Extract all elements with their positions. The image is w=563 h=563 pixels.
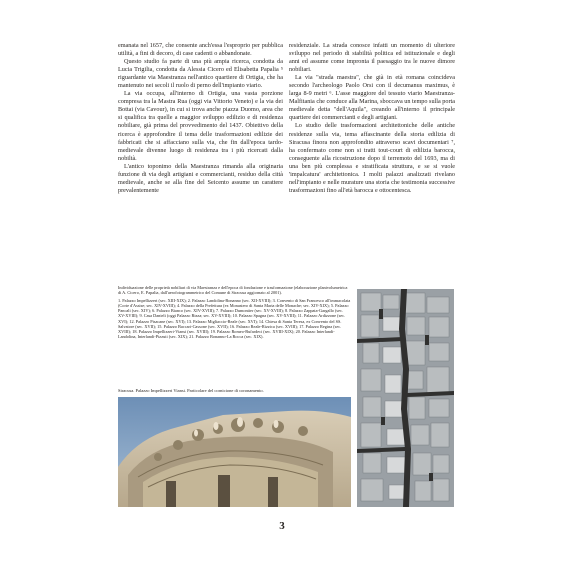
street-map [357, 289, 454, 507]
paragraph: residenziale. La strada conosce infatti un momento di ulteriore sviluppo nel periodo di stabilità politica ed istituzionale e degli anni ed assume come impronta il paesaggio tra le nuove dimore nobiliari. [289, 42, 455, 74]
map-caption-list: 1. Palazzo Impellizzeri (sec. XIII-XIX); 2. Palazzo Landolina-Bonanno (sec. XII-XVIII); 3. Convento di San Francesco all'immacolata (Corte d'Assise; sec. XIV-XVIII); 4. Palazzo della Prefettura (ex Monastero di Santa Maria delle Monache; sec. XIV-XIX); 5. Palazzo Pancali (sec. XIV); 6. Palazzo Bianco (sec. XIV-XVIII); 7. Palazzo Dumontier (sec. XV-XVIII); 8. Palazzo Zappata-Gargallo (sec. XV-XVIII); 9. Casa Danieli (oggi Palazzo Rizza; sec. XV-XVIII); 10. Palazzo Spagna (sec. XV-XVIII); 11. Palazzo Ardizzone (sec. XVI); 12. Palazzo Pisacane (sec. XVI); 13. Palazzo Migliaccio-Reale (sec. XVI); 14. Chiesa di Santa Teresa, ex Convento del SS. Salvatore (sec. XVII); 15. Palazzo Baccari-Cassone (sec. XVII); 16. Palazzo Reale-Rizzica (sec. XVIII); 17. Palazzo Regina (sec. XVIII); 18. Palazzo Impellizzeri-Viansi (sec. XVIII); 19. Palazzo Romeo-Bufardeci (sec. XVIII-XIX); 20. Palazzo Interlandi-Landolina, Interlandi-Pizzuti (sec. XIX); 21. Palazzo Bonanno-La Rocca (sec. XIX). [118, 297, 351, 340]
page-number: 3 [279, 520, 285, 532]
map-caption-intro: Individuazione delle proprietà nobiliari di via Maestranza e dell'epoca di fondazione e trasformazione (elaborazione planivolumetrica di A. Cicero, E. Papalia, dall'aerofotogrammetrico del Comune di Siracusa aggiornato al 2001). [118, 285, 348, 296]
right-text-column [289, 42, 455, 195]
paragraph: emanata nel 1657, che consente anch'essa l'esproprio per pubblica utilità, a fini di decoro, di case cadenti o abbandonate. [118, 42, 283, 58]
map-caption [118, 285, 351, 340]
left-text-column [118, 42, 283, 195]
facade-photo [118, 397, 351, 507]
paragraph: La via occupa, all'interno di Ortigia, una vasta porzione compresa tra la Mastra Rua (oggi via Vittorio Veneto) e la via dei Bottai (via Cavour), in cui si trova anche piazza Duomo, area che si qualifica tra quelle a maggior sviluppo edilizio e di residenza nobiliare, già prima del provvedimento del 1437. Obiettivo della ricerca è approfondire il tema delle trasformazioni edilizie dei fabbricati che si affacciano sulla via, che fin dall'epoca tardo-medievale divenne luogo di residenza tra i più ricercati dalla nobiltà. [118, 90, 283, 162]
paragraph: La via "strada maestra", che già in età romana coincideva secondo l'archeologo Paolo Orsi con il decumanus maximus, è larga 8-9 metri ⁶. L'asse maggiore del tessuto viario Maestranza-Malfitania che conduce alla Marina, sboccava un tempo sulla porta medievale detta "dell'Aquila", creando all'interno il principale quartiere dei commercianti e degli artigiani. [289, 74, 455, 122]
paragraph: Lo studio delle trasformazioni architettoniche delle antiche residenze sulla via, tema affascinante della storia edilizia di Siracusa finora non approfondito attraverso scavi documentari ⁷, ha confermato come non si tratti tout-court di edilizia barocca, conseguente alla ricostruzione dopo il terremoto del 1693, ma di una ben più complessa e stratificata struttura, e se si vuole 'impalcatura' architettonica. I molti palazzi analizzati rivelano nell'impianto e nelle murature una storia che testimonia successive trasformazioni fino all'età barocca e ottocentesca. [289, 122, 455, 194]
paragraph: L'antico toponimo della Maestranza rimanda alla originaria funzione di via degli artigiani e commercianti, residuo della città medievale, anche se alla fine del Seicento assume un carattere prevalentemente [118, 162, 283, 194]
photo-caption: Siracusa. Palazzo Impellizzeri Viansi. Particolare del cornicione di coronamento. [118, 388, 264, 393]
paragraph: Questo studio fa parte di una più ampia ricerca, condotta da Lucia Trigilia, condotta da Alessia Cicero ed Elisabetta Papalia ⁵ riguardante via Maestranza nell'antico quartiere di Ortigia, che ha mantenuto nei secoli il ruolo di perno dell'impianto viario. [118, 58, 283, 90]
